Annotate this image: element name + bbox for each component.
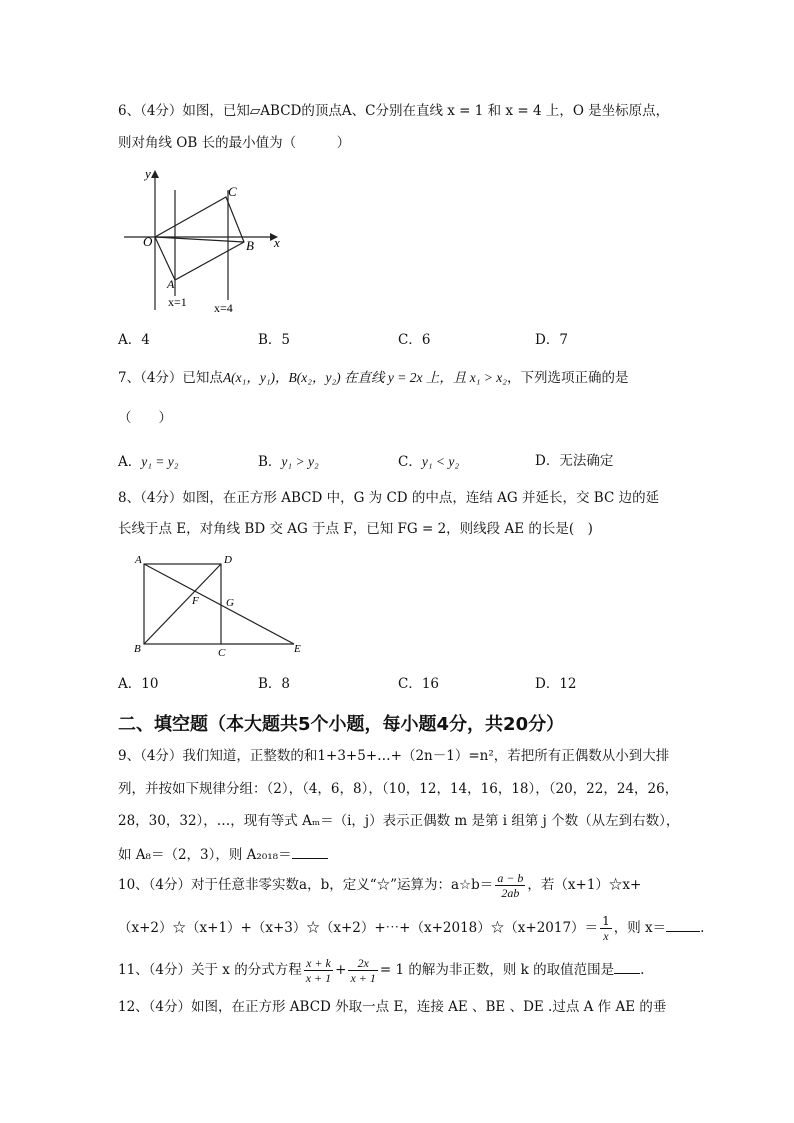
q7-option-a[interactable] bbox=[118, 455, 178, 470]
q8-figure bbox=[128, 552, 310, 660]
q10-text-line1 bbox=[118, 870, 641, 900]
q11-fraction-1 bbox=[304, 956, 333, 985]
q9-text-line1: 9、（4分）我们知道，正整数的和1+3+5+…+（2n－1）=n²，若把所有正偶数从小到大排 bbox=[118, 748, 670, 764]
q8-option-c[interactable]: C．16 bbox=[398, 676, 440, 692]
q6-label-a: A bbox=[167, 277, 175, 291]
q11-answer-blank[interactable] bbox=[614, 961, 640, 974]
q8-option-d[interactable]: D．12 bbox=[535, 676, 577, 692]
q8-label-f: F bbox=[192, 595, 199, 607]
q6-parallelogram bbox=[155, 197, 244, 280]
q9-text-line4 bbox=[118, 846, 328, 863]
q6-text-line2: 则对角线 OB 长的最小值为（ ） bbox=[118, 135, 351, 151]
q10-fraction-2-numerator: 1 bbox=[602, 914, 610, 928]
q9-answer-blank[interactable] bbox=[292, 846, 328, 859]
q7-text-line1 bbox=[118, 371, 628, 386]
q6-label-line-x4: x=4 bbox=[214, 301, 233, 315]
q6-option-a[interactable]: A．4 bbox=[118, 332, 150, 348]
q11-text bbox=[118, 955, 644, 985]
q7-option-d-key: D． bbox=[535, 453, 560, 469]
q11-fraction-2 bbox=[348, 956, 377, 985]
q11-fraction-1-denominator: x + 1 bbox=[305, 971, 332, 985]
q8-label-d: D bbox=[224, 554, 232, 566]
q11-fraction-2-denominator: x + 1 bbox=[350, 971, 376, 985]
q11-eq: = 1 的解为非正数，则 k 的取值范围是 bbox=[379, 962, 615, 978]
q7-option-b[interactable] bbox=[258, 455, 319, 470]
q11-fraction-1-numerator: x + k bbox=[304, 956, 333, 971]
q11-pre: 11、（4分）关于 x 的分式方程 bbox=[118, 962, 302, 978]
q9-line4-text: 如 A₈＝（2，3），则 A₂₀₁₈＝ bbox=[118, 847, 292, 863]
q7-option-b-val: y₁ > y₂ bbox=[281, 454, 319, 469]
q8-label-b: B bbox=[134, 643, 141, 655]
q7-line1-pre: 7、（4分）已知点 bbox=[118, 370, 223, 386]
q8-label-e: E bbox=[294, 643, 301, 655]
q6-diagonal-ob bbox=[155, 237, 244, 242]
q11-fraction-2-numerator: 2x bbox=[348, 956, 377, 971]
q12-text-line1: 12、（4分）如图，在正方形 ABCD 外取一点 E，连接 AE 、BE 、DE .过点 A 作 AE 的垂 bbox=[118, 999, 667, 1015]
q8-diagonal-bd bbox=[144, 564, 221, 644]
q6-option-b[interactable]: B．5 bbox=[258, 332, 291, 348]
q8-text-line2: 长线于点 E，对角线 BD 交 AG 于点 F，已知 FG = 2，则线段 AE 的长是( ) bbox=[118, 521, 593, 537]
q6-text-line1: 6、（4分）如图，已知▱ABCD的顶点A、C分别在直线 x = 1 和 x = 4 上，O 是坐标原点， bbox=[118, 103, 670, 119]
q8-text-line1: 8、（4分）如图，在正方形 ABCD 中，G 为 CD 的中点，连结 AG 并延长，交 BC 边的延 bbox=[118, 490, 660, 506]
q8-label-c: C bbox=[218, 647, 226, 659]
q6-label-o: O bbox=[143, 234, 153, 249]
q6-figure bbox=[118, 160, 288, 320]
q10-line2-post: ，则 x＝ bbox=[613, 920, 667, 936]
q6-label-x: x bbox=[274, 235, 280, 250]
q6-label-c: C bbox=[228, 184, 237, 199]
q10-fraction-denominator: 2ab bbox=[501, 886, 520, 900]
q10-text-line2: （x+2）☆（x+1）+（x+3）☆（x+2）+⋯+（x+2018）☆（x+2017）＝ $\frac{1}{x}$ ，则 x＝ . bbox=[118, 914, 705, 943]
q10-line2-pre: （x+2）☆（x+1）+（x+3）☆（x+2）+⋯+（x+2018）☆（x+2017）＝ bbox=[118, 920, 599, 936]
q7-option-a-val: y₁ = y₂ bbox=[141, 454, 179, 469]
q10-fraction-2-denominator: x bbox=[603, 929, 609, 943]
q10-answer-blank[interactable] bbox=[666, 919, 700, 932]
q6-y-arrow bbox=[151, 170, 159, 178]
q6-option-d[interactable]: D．7 bbox=[535, 332, 568, 348]
q7-option-c-key: C． bbox=[398, 454, 422, 470]
q7-option-b-key: B． bbox=[258, 454, 282, 470]
q9-text-line2: 列，并按如下规律分组：（2），（4，6，8），（10，12，14，16，18），（20，22，24，26， bbox=[118, 781, 679, 797]
q10-line1-post: ，若（x+1）☆x+ bbox=[527, 877, 642, 893]
q10-line1-pre: 10、（4分）对于任意非零实数a，b，定义“☆”运算为：a☆b＝ bbox=[118, 877, 494, 893]
q9-text-line3: 28，30，32），…，现有等式 Aₘ＝（i，j）表示正偶数 m 是第 i 组第 j 个数（从左到右数）， bbox=[118, 813, 680, 829]
q10-fraction-2 bbox=[600, 914, 612, 943]
q6-option-c[interactable]: C．6 bbox=[398, 332, 431, 348]
q11-plus: + bbox=[335, 962, 347, 978]
q7-option-c[interactable] bbox=[398, 455, 459, 470]
q7-line1-math: A(x₁，y₁)，B(x₂，y₂) 在直线 y = 2x 上，且 x₁ > x₂ bbox=[222, 370, 507, 385]
q7-option-d[interactable] bbox=[535, 455, 613, 469]
q7-option-c-val: y₁ < y₂ bbox=[421, 454, 460, 469]
q10-fraction-numerator: a − b bbox=[497, 871, 524, 885]
q8-segment-ae bbox=[144, 564, 294, 644]
q6-label-y: y bbox=[145, 166, 151, 181]
q7-option-d-val: 无法确定 bbox=[559, 453, 614, 469]
q7-text-line2: （ ） bbox=[118, 410, 172, 426]
q11-post: . bbox=[640, 962, 645, 978]
q7-line1-post: ，下列选项正确的是 bbox=[506, 370, 629, 386]
section-heading-fill-in: 二、填空题（本大题共5个小题，每小题4分，共20分） bbox=[118, 714, 565, 735]
q8-label-g: G bbox=[226, 597, 234, 609]
q7-option-a-key: A． bbox=[118, 454, 142, 470]
q8-option-b[interactable]: B．8 bbox=[258, 676, 291, 692]
q8-label-a: A bbox=[135, 554, 142, 566]
q6-label-b: B bbox=[246, 238, 254, 253]
q8-option-a[interactable]: A．10 bbox=[118, 676, 159, 692]
q6-label-line-x1: x=1 bbox=[168, 295, 187, 309]
q10-fraction bbox=[495, 871, 525, 900]
